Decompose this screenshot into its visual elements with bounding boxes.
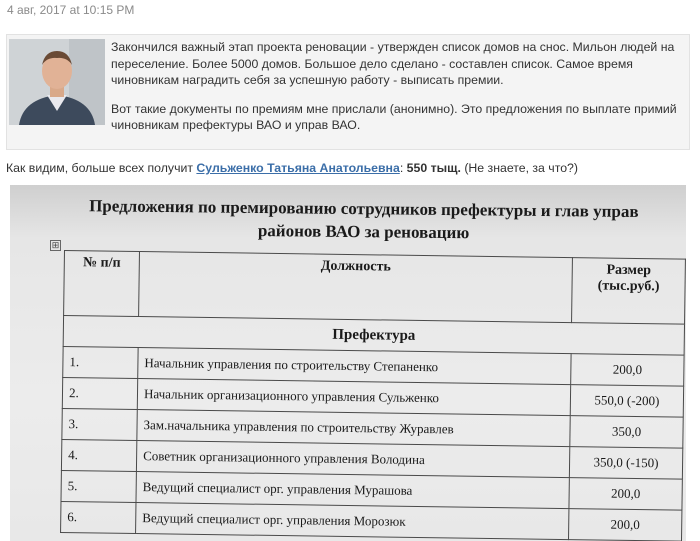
row-amount: 200,0 [569, 509, 682, 541]
header-amount: Размер (тыс.руб.) [572, 258, 686, 325]
row-num: 2. [62, 377, 137, 409]
row-num: 3. [62, 408, 137, 440]
row-num: 4. [61, 439, 136, 471]
section-title: Префектура [63, 316, 684, 356]
header-position: Должность [139, 252, 573, 323]
post-paragraph-1: Закончился важный этап проекта реновации - утвержден список домов на снос. Мильон людей на переселение. Более 5000 домов. Большое дело сделано - составлен список. Самое время чиновникам наградить себя за успешную работу - выписать премии. [111, 40, 675, 88]
row-amount: 200,0 [569, 478, 682, 511]
post-date: 4 авг, 2017 at 10:15 PM [7, 3, 135, 17]
post-summary [6, 161, 578, 175]
summary-colon: : [399, 161, 407, 175]
bonus-table [60, 250, 686, 541]
document-photo [10, 185, 686, 541]
row-position: Зам.начальника управления по строительству Журавлев [137, 410, 570, 447]
row-num: 1. [63, 346, 138, 378]
row-num: 5. [61, 470, 136, 502]
row-position: Начальник организационного управления Сульженко [137, 379, 570, 416]
post-header-box [6, 34, 690, 150]
row-position: Ведущий специалист орг. управления Мурашова [136, 472, 569, 509]
table-header-row [64, 251, 686, 325]
row-position: Ведущий специалист орг. управления Морозюк [136, 503, 569, 540]
summary-amount: 550 тыщ. [406, 161, 461, 175]
post-intro-text [111, 39, 681, 146]
summary-suffix: (Не знаете, за что?) [460, 161, 578, 175]
table-anchor-icon: ⊞ [51, 240, 60, 250]
row-position: Начальник управления по строительству Степаненко [138, 348, 571, 385]
header-num: № п/п [64, 251, 140, 317]
row-position: Советник организационного управления Володина [136, 441, 569, 478]
post-paragraph-2: Вот такие документы по премиям мне прислали (анонимно). Это предложения по выплате примий чиновникам префектуры ВАО и управ ВАО. [111, 101, 677, 133]
row-amount: 350,0 (-150) [569, 447, 682, 480]
row-amount: 200,0 [571, 354, 684, 387]
row-num: 6. [61, 501, 136, 533]
author-photo-icon [9, 39, 105, 125]
author-avatar[interactable] [9, 39, 105, 125]
row-amount: 550,0 (-200) [570, 385, 683, 418]
person-link[interactable]: Сульженко Татьяна Анатольевна [196, 161, 400, 175]
document-title: Предложения по премированию сотрудников префектуры и глав управ районов ВАО за реновацию [89, 196, 639, 243]
row-amount: 350,0 [570, 416, 683, 449]
summary-prefix: Как видим, больше всех получит [6, 161, 197, 175]
